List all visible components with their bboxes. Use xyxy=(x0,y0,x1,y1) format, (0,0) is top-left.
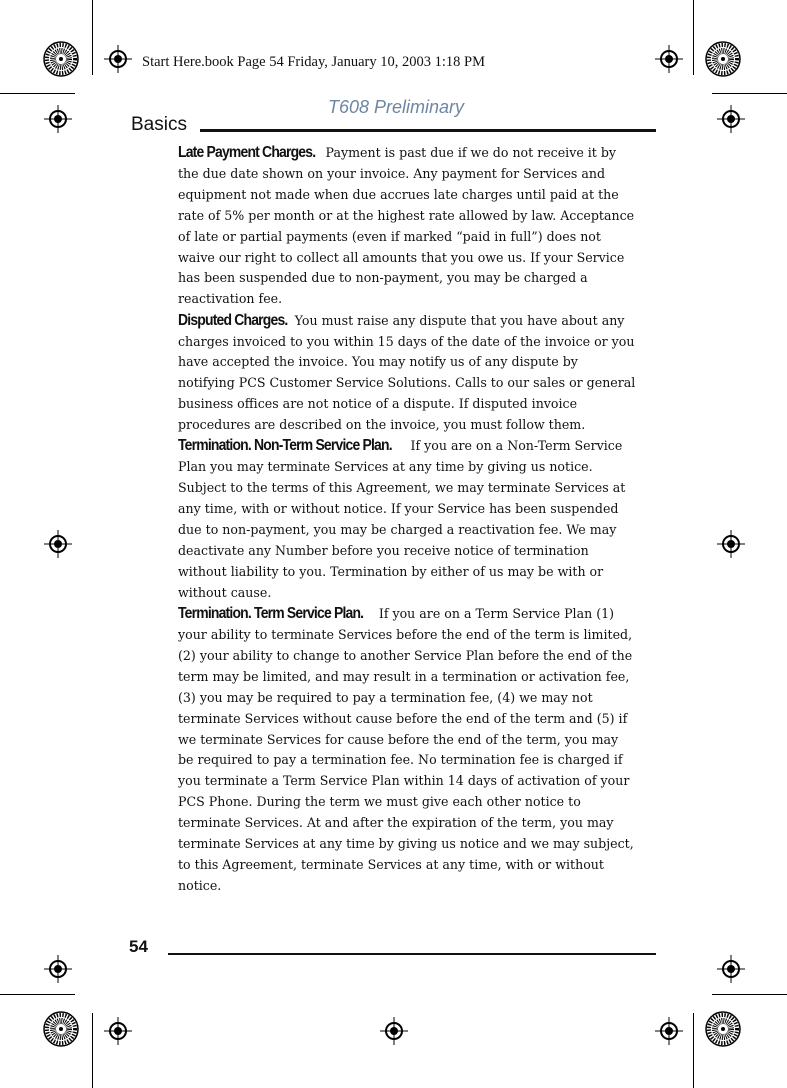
crop-mark xyxy=(693,0,694,75)
registration-target-icon xyxy=(104,45,132,73)
crop-mark xyxy=(712,994,787,995)
run-in-heading: Termination. Term Service Plan. xyxy=(178,605,364,623)
registration-target-icon xyxy=(104,1017,132,1045)
paragraph-term-plan xyxy=(178,604,636,897)
registration-target-icon xyxy=(44,105,72,133)
sunburst-mark-icon xyxy=(43,41,79,77)
paragraph-disputed-charges xyxy=(178,311,636,436)
footer-rule xyxy=(168,953,656,955)
registration-target-icon xyxy=(717,105,745,133)
crop-mark xyxy=(0,994,75,995)
run-in-heading: Termination. Non-Term Service Plan. xyxy=(178,437,392,455)
registration-target-icon xyxy=(717,955,745,983)
paragraph-text: If you are on a Term Service Plan (1) your ability to terminate Services before the end of the term is limited, (2) your ability to change to another Service Plan before the end of the term may be limited, and may result in a termination or activation fee, (3) you may be required to pay a termination fee, (4) we may not terminate Services without cause before the end of the term and (5) if we terminate Services for cause before the end of the term, you may be required to pay a termination fee. No termination fee is charged if you terminate a Term Service Plan within 14 days of activation of your PCS Phone. During the term we must give each other notice to terminate Services. At and after the expiration of the term, you may terminate Services at any time by giving us notice and we may subject, to this Agreement, terminate Services at any time, with or without notice. xyxy=(178,606,634,893)
registration-target-icon xyxy=(655,1017,683,1045)
body-text xyxy=(178,143,636,897)
paragraph-text: You must raise any dispute that you have about any charges invoiced to you within 15 days of the date of the invoice or you have accepted the invoice. You may notify us of any dispute by notifying PCS Customer Service Solutions. Calls to our sales or general business offices are not notice of a dispute. If disputed invoice procedures are described on the invoice, you must follow them. xyxy=(178,312,636,433)
book-file-header: Start Here.book Page 54 Friday, January 10, 2003 1:18 PM xyxy=(142,54,485,70)
registration-target-icon xyxy=(44,955,72,983)
crop-mark xyxy=(693,1013,694,1088)
paragraph-late-payment xyxy=(178,143,636,310)
crop-mark xyxy=(0,93,75,94)
crop-mark xyxy=(92,0,93,75)
paragraph-text: Payment is past due if we do not receive it by the due date shown on your invoice. Any payment for Services and equipment not made when due accrues late charges until paid at the rate of 5% per month or at the highest rate allowed by law. Acceptance of late or partial payments (even if marked “paid in full”) does not waive our right to collect all amounts that you owe us. If your Service has been suspended due to non-payment, you may be charged a reactivation fee. xyxy=(178,145,635,307)
paragraph-non-term-plan xyxy=(178,436,636,603)
crop-mark xyxy=(712,93,787,94)
sunburst-mark-icon xyxy=(705,41,741,77)
preliminary-watermark: T608 Preliminary xyxy=(328,97,465,117)
run-in-heading: Late Payment Charges. xyxy=(178,144,316,161)
registration-target-icon xyxy=(655,45,683,73)
crop-mark xyxy=(92,1013,93,1088)
page-number: 54 xyxy=(129,937,148,956)
section-title: Basics xyxy=(131,114,187,135)
sunburst-mark-icon xyxy=(705,1011,741,1047)
registration-target-icon xyxy=(717,530,745,558)
sunburst-mark-icon xyxy=(43,1011,79,1047)
registration-target-icon xyxy=(380,1017,408,1045)
header-rule xyxy=(200,129,656,132)
paragraph-text: If you are on a Non-Term Service Plan you may terminate Services at any time by giving us notice. Subject to the terms of this Agreement, we may terminate Services at any time, with or without notice. If your Service has been suspended due to non-payment, you may be charged a reactivation fee. We may deactivate any Number before you receive notice of termination without liability to you. Termination by either of us may be with or without cause. xyxy=(178,438,626,600)
registration-target-icon xyxy=(44,530,72,558)
run-in-heading: Disputed Charges. xyxy=(178,311,288,329)
